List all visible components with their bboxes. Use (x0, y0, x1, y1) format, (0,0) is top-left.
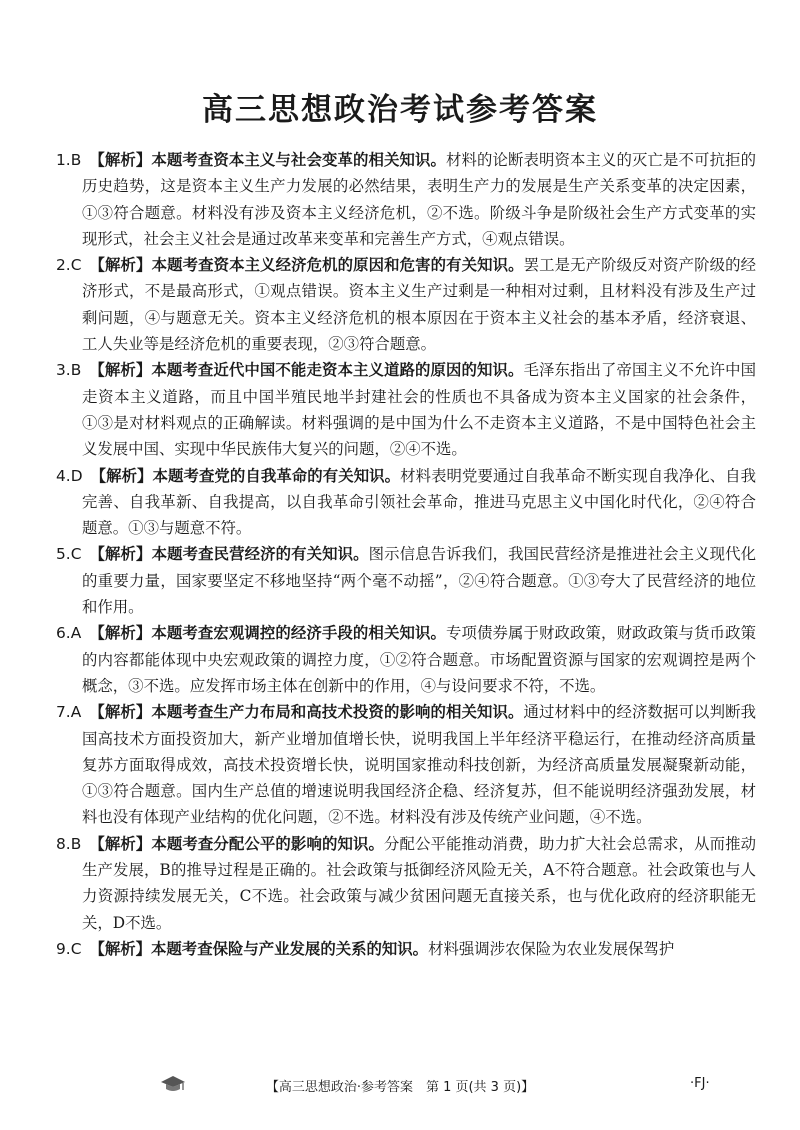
answer-number: 7. (56, 703, 71, 722)
answer-item (56, 936, 756, 962)
analysis-topic: 本题考查党的自我革命的有关知识。 (152, 466, 401, 485)
analysis-topic: 本题考查分配公平的影响的知识。 (151, 834, 384, 853)
answer-number: 4. (56, 466, 71, 485)
answer-item (56, 147, 756, 252)
answer-item (56, 699, 756, 830)
answer-item (56, 252, 756, 357)
analysis-body: 分配公平能推动消费，助力扩大社会总需求，从而推动生产发展，B的推导过程是正确的。社会政策与抵御经济风险无关，A不符合题意。社会政策也与人力资源持续发展无关，C不选。社会政策与减少贫困问题无直接关系，也与优化政府的经济职能无关，D不选。 (82, 834, 756, 932)
answer-choice: A (70, 703, 82, 722)
footer-page-info: 【高三思想政治·参考答案 第 1 页(共 3 页)】 (265, 1080, 535, 1095)
analysis-body: 材料表明党要通过自我革命不断实现自我净化、自我完善、自我革新、自我提高，以自我革命引领社会革命，推进马克思主义中国化时代化，②④符合题意。①③与题意不符。 (82, 466, 756, 538)
page-footer (0, 1074, 800, 1098)
analysis-body: 毛泽东指出了帝国主义不允许中国走资本主义道路，而且中国半殖民地半封建社会的性质也不具备成为资本主义国家的社会条件，①③是对材料观点的正确解读。材料强调的是中国为什么不走资本主义道路，不是中国特色社会主义发展中国、实现中华民族伟大复兴的问题，②④不选。 (82, 361, 756, 459)
answer-number: 1. (56, 151, 71, 169)
analysis-body: 罢工是无产阶级反对资产阶级的经济形式，不是最高形式，①观点错误。资本主义生产过剩是一种相对过剩，且材料没有涉及生产过剩问题，④与题意无关。资本主义经济危机的根本原因在于资本主义社会的基本矛盾，经济衰退、工人失业等是经济危机的重要表现，②③符合题意。 (82, 256, 756, 354)
answer-number: 5. (56, 545, 71, 564)
answer-number: 6. (56, 624, 71, 643)
answer-choice: B (70, 834, 82, 853)
answer-number: 8. (56, 834, 71, 853)
analysis-body: 专项债券属于财政政策，财政政策与货币政策的内容都能体现中央宏观政策的调控力度，①②符合题意。市场配置资源与国家的宏观调控是两个概念，③不选。应发挥市场主体在创新中的作用，④与设问要求不符，不选。 (82, 624, 756, 695)
answer-item (56, 357, 756, 462)
analysis-topic: 本题考查民营经济的有关知识。 (151, 545, 369, 564)
page-title: 高三思想政治考试参考答案 (202, 92, 598, 128)
answer-choice: C (70, 545, 82, 564)
answer-list (56, 147, 756, 962)
analysis-topic: 本题考查近代中国不能走资本主义道路的原因的知识。 (151, 361, 524, 380)
analysis-topic: 本题考查资本主义经济危机的原因和危害的有关知识。 (151, 256, 524, 275)
analysis-tag: 【解析】 (89, 939, 152, 958)
analysis-tag: 【解析】 (89, 834, 152, 853)
answer-choice: C (70, 939, 82, 958)
analysis-tag: 【解析】 (89, 151, 152, 169)
footer-code: ·FJ· (690, 1076, 710, 1091)
analysis-body: 通过材料中的经济数据可以判断我国高技术方面投资加大，新产业增加值增长快，说明我国上半年经济平稳运行，在推动经济高质量复苏方面取得成效，高技术投资增长快，说明国家推动科技创新，为经济高质量发展凝聚新动能，①③符合题意。国内生产总值的增速说明我国经济企稳、经济复苏，但不能说明经济强劲发展，材料也没有体现产业结构的优化问题，②不选。材料没有涉及传统产业问题，④不选。 (82, 703, 756, 827)
analysis-topic: 本题考查宏观调控的经济手段的相关知识。 (151, 624, 446, 643)
graduation-cap-icon (160, 1074, 186, 1094)
answer-number: 9. (56, 939, 71, 958)
analysis-tag: 【解析】 (90, 466, 153, 485)
answer-choice: B (70, 361, 82, 380)
answer-choice: A (70, 624, 82, 643)
answer-number: 3. (56, 361, 71, 380)
analysis-body: 材料强调涉农保险为农业发展保驾护 (428, 939, 675, 958)
analysis-topic: 本题考查生产力布局和高技术投资的影响的相关知识。 (151, 703, 524, 722)
analysis-tag: 【解析】 (89, 361, 152, 380)
answer-choice: B (70, 151, 82, 169)
analysis-tag: 【解析】 (89, 256, 152, 275)
answer-choice: C (70, 256, 82, 275)
answer-number: 2. (56, 256, 71, 275)
analysis-topic: 本题考查资本主义与社会变革的相关知识。 (151, 151, 446, 169)
analysis-body: 材料的论断表明资本主义的灭亡是不可抗拒的历史趋势，这是资本主义生产力发展的必然结果，表明生产力的发展是生产关系变革的决定因素，①③符合题意。材料没有涉及资本主义经济危机，②不选。阶级斗争是阶级社会生产方式变革的实现形式，社会主义社会是通过改革来变革和完善生产方式，④观点错误。 (82, 151, 756, 248)
answer-item (56, 620, 756, 699)
answer-item (56, 463, 756, 542)
analysis-body: 图示信息告诉我们，我国民营经济是推进社会主义现代化的重要力量，国家要坚定不移地坚持“两个毫不动摇”，②④符合题意。①③夸大了民营经济的地位和作用。 (82, 545, 756, 617)
analysis-topic: 本题考查保险与产业发展的关系的知识。 (151, 939, 429, 958)
analysis-tag: 【解析】 (89, 545, 152, 564)
answer-item (56, 541, 756, 620)
analysis-tag: 【解析】 (89, 624, 152, 643)
answer-choice: D (70, 466, 83, 485)
answer-item (56, 831, 756, 936)
analysis-tag: 【解析】 (89, 703, 152, 722)
